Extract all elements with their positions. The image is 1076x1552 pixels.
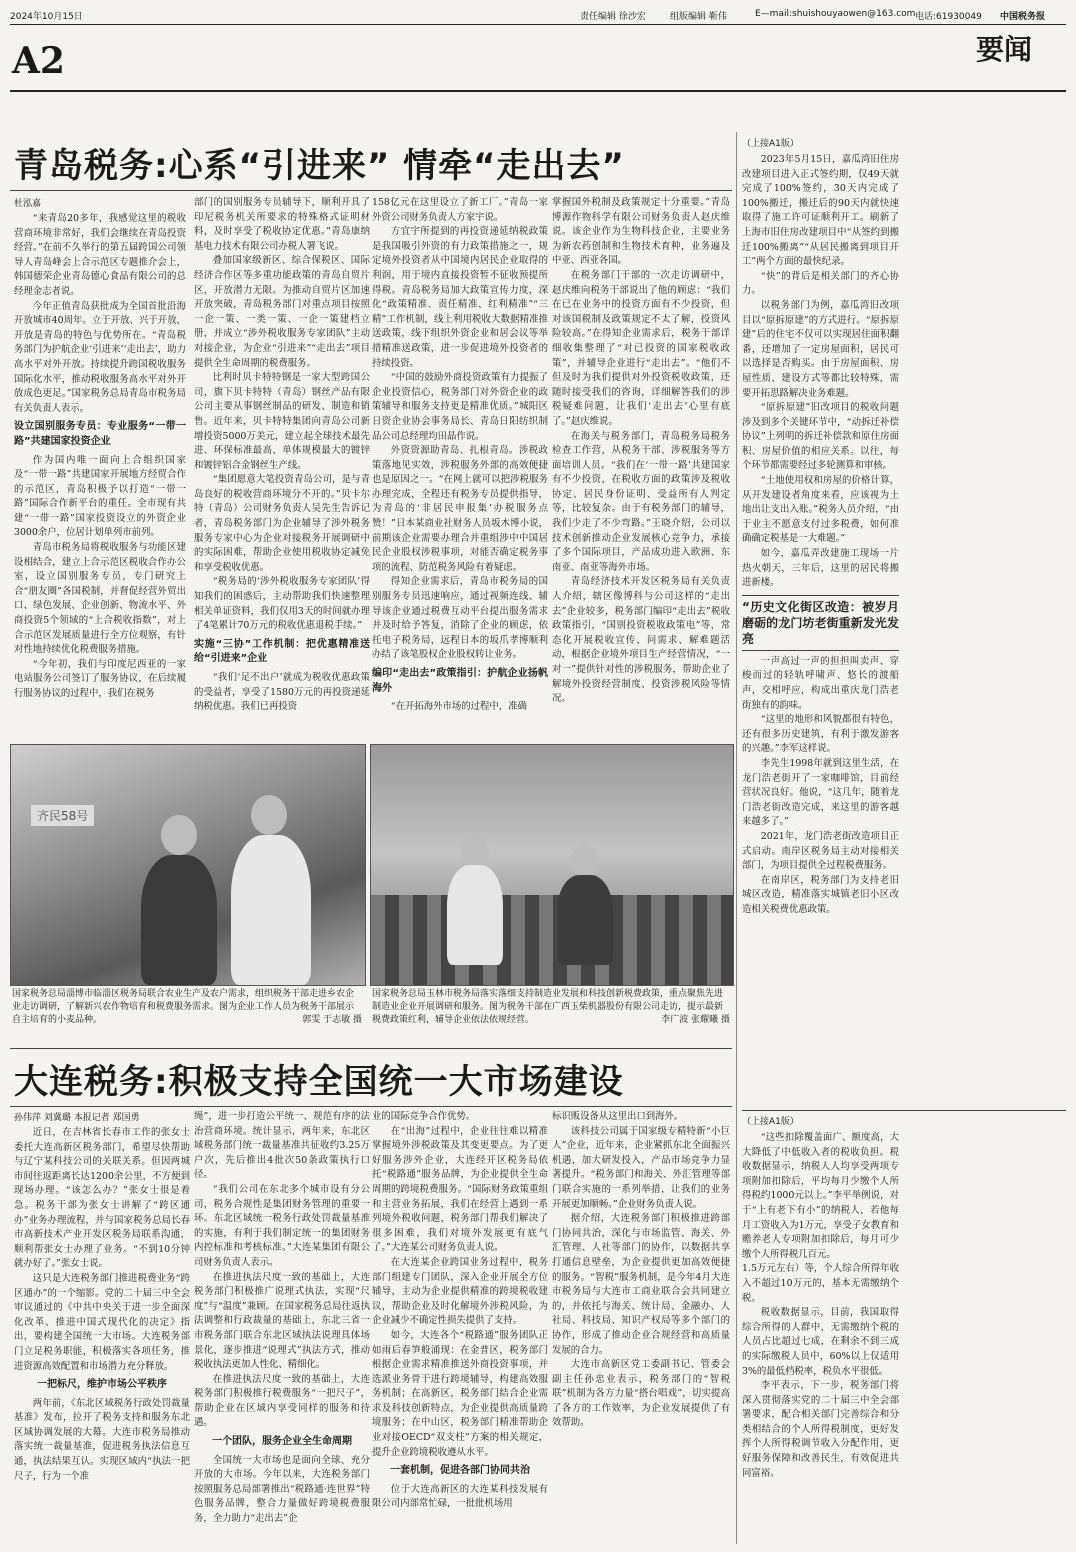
paragraph: 今年正值青岛获批成为全国首批沿海开放城市40周年。立于开放、兴于开放，开放是青岛的特色与优势所在。“青岛税务部门为护航企业‘引进来’‘走出去’，助力高水平对外开放。持续提升跨国税收服务国际化水平，推动税收服务高水平对外开放成色更足。”国家税务总局青岛市税务局有关负责人表示。 [14, 300, 186, 414]
paragraph: “中国的鼓励外商投资政策有力提振了企业投资信心，税务部门对外资企业的政策辅导和服务支持更是精准优质。”城阳区日资企业协会事务局长、青岛日阳纺织制品公司总经理均田晶作说。 [372, 372, 548, 442]
editor-credit: 责任编辑 徐沙宏 [580, 12, 646, 22]
person-head [161, 815, 197, 855]
paragraph: 比利时贝卡特特钢是一家大型跨国公司，旗下贝卡特特（青岛）钢丝产品有限公司主要从事钢丝制品的研发、制造和销售。近年来，贝卡特特集团向青岛公司新增投资5000万美元，建立起全球技术最先进、环保标准最高、单体规模最大的镀锌和镀锌铝合金钢丝生产线。 [194, 372, 370, 471]
right-continued-article [742, 136, 1068, 1106]
caption-text: 国家税务总局玉林市税务局落实落细支持制造业发展和科技创新税费政策，重点聚焦先进制造业企业开展调研和服务。图为税务干部在广西玉柴机器股份有限公司走访，提示最新税费政策红利，辅导企业依法依规经营。 [372, 989, 724, 1025]
paragraph: 得知企业需求后，青岛市税务局的国别服务专员迅速响应，通过视频连线、辅导该企业通过税费互动平台提出服务需求并及时给予答复，消除了企业的顾虑，依托电子税务局，远程日本的坂爪孝博顺利办结了该笔股权企业股权转让业务。 [372, 576, 548, 661]
photo-right-caption [372, 988, 730, 1044]
layout-credit: 组版编辑 靳伟 [670, 12, 727, 22]
paragraph: 一声高过一声的担担叫卖声、穿梭而过的轻轨呼啸声、悠长的渡船声，交相呼应，构成出重庆龙门浩老街独有的韵味。 [742, 655, 899, 711]
subheading: 实施“三协”工作机制：把优惠精准送给“引进来”企业 [194, 638, 370, 665]
paragraph: “我们‘足不出户’就成为税收优惠政策的受益者，享受了1580万元的再投资递延纳税优惠。我们已再投资 [194, 672, 370, 713]
paragraph: 全国统一大市场也是面向全球、充分开放的大市场。今年以来，大连税务部门按照服务总局部署推出“税路通·连世界”特色服务品牌，整合力量做好跨境税费服务，全力助力“走出去”企 [194, 1454, 370, 1525]
article1-column-2 [194, 196, 370, 734]
page-header [10, 8, 1066, 25]
article1-byline: 杜泓嘉 [14, 199, 42, 209]
paragraph: 在推进执法尺度一致的基础上，大连税务部门积极推广说理式执法，实现“尺度”与“温度”兼顾。在国家税务总局往返执法调整和行政裁量的基础上，东北三省一市税务部门联合东北区域执法说理具体场景化，逐步推进“说理式”执法方式，推动税收执法更加人性化、精细化。 [194, 1271, 370, 1371]
paragraph: 2021年，龙门浩老街改造项目正式启动。南岸区税务局主动对接相关部门，为项目提供全过程税费服务。 [742, 830, 899, 872]
paragraph: 外资资源助青岛、扎根青岛。涉税政策落地见实效，涉税服务外部的高效便捷也是原因之一。“在网上就可以把涉税服务办理完成，全程还有税务专员提供指导，为青岛的‘非居民申报集’办税服务点赞！”日本某商业社财务人员坂木博小说，前期该企业需要办理合并重组涉中中国居民企业股权涉税事项，对能否确定税务事项的流程、防范税务风险有着疑虑。 [372, 445, 548, 573]
article2-column-3 [372, 1110, 548, 1544]
paragraph: 两年前，《东北区域税务行政处罚裁量基准》发布，拉开了税务支持和服务东北区域协调发展的大幕。大连市税务局推动落实统一裁量基准，促进税务执法信息互通，执法结果互认。实现区域内“执法一把尺子，行为一个准 [14, 1397, 190, 1482]
paragraph: “快”的背后是相关部门的齐心协力。 [742, 270, 899, 297]
paragraph: 位于大连高新区的大连某科技发展有限公司内部常忙碌，一批批机场用 [372, 1483, 548, 1510]
issue-date: 2024年10月15日 [10, 12, 83, 22]
paragraph: 在海关与税务部门，青岛税务局税务检查工作营，从税务干部、涉税服务等方面培训人员。“我们在‘一带一路’共建国家有不少投资，在税收方面的政策涉及税收协定、居民身份证明、受益所有人判定等，比较复杂。由于有税务部门的辅导，我们少走了不少弯路。”王晓介绍，公司以技术创新推动企业发展核心竞争力，承接了多个国际项目，产品成功进入欧洲、东南亚、南亚等海外市场。 [552, 430, 730, 573]
paragraph: 青岛市税务局将税收服务与功能区建设相结合，建立上合示范区税收合作办公室，设立国别服务专员，专门研究上合“朋友圈”各国税制，并督促经营外贸出口、绿色发展、企业创新、物流水平、外商投资5个领域的“上合税收指数”，对上合示范区发展质量进行全方位观察，有针对性地持续优化税费服务措施。 [14, 542, 186, 656]
paragraph: 标识贩设备从这里出口到海外。 [552, 1111, 684, 1122]
right-subheading: “历史文化街区改造：被岁月磨砺的龙门坊老街重新发光发亮 [742, 595, 899, 651]
paragraph: 部门的国别服务专员辅导下，顺利开具了印尼税务机关所要求的特殊格式证明材料，及时享受了税收协定优惠。”青岛康纳基电力技术有限公司办税人署飞说。 [194, 197, 370, 252]
right-bottom-rule [742, 1110, 1066, 1111]
paragraph: 以税务部门为例，嘉瓜湾旧改项目以“原拆原建”的方式进行。“原拆原建”后的住宅不仅可以实现居住面积翻番，还增加了一定房屋面积，居民可以选择是否购买。由于房屋面积、房屋性质、建设方式等都比较特殊，需要开拓思路解决业务难题。 [742, 299, 899, 399]
person-head [571, 845, 599, 877]
paragraph: “土地使用权和房屋的价格计算，从开发建设者角度来看，应该视为土地出让支出入账。”税务人员介绍，“由于业主不愿意支付过多税费，如何准确确定税基是一大难题。” [742, 475, 899, 545]
person-figure [231, 835, 311, 985]
factory-equipment [371, 895, 733, 985]
article1-headline: 青岛税务:心系“引进来” 情牵“走出去” [14, 146, 625, 186]
paragraph: 这只是大连税务部门推进税费业务“跨区通办”的一个缩影。党的二十届三中全会审议通过的《中共中央关于进一步全面深化改革、推进中国式现代化的决定》指出，要构建全国统一大市场。大连税务部门立足税务职能，积极落实各项任务，推进资源高效配置和市场潜力充分释放。 [14, 1272, 190, 1372]
person-figure [141, 855, 217, 985]
photo-left-caption [12, 988, 362, 1044]
paragraph: 李先生1998年就到这里生活，在龙门浩老街开了一家咖啡馆，目前经营状况良好。他说，“这几年，随着龙门浩老街改造完成，来这里的游客越来越多了。” [742, 757, 899, 828]
paragraph: 如今，嘉瓜弄改建施工现场一片热火朝天，三年后，这里的居民将搬进新楼。 [742, 548, 899, 589]
paragraph: 在“出海”过程中，企业往往难以精准掌握境外涉税政策及其变更要点。为了更好服务涉外企业，大连经开区税务局依托“税路通”服务品牌，为企业提供全生命周期的跨境税费服务。“国际财务政策重组和主营业务拓展，我们在经营上遇到一系列境外税收问题，税务部门帮我们解决了很多困难，我们对境外发展更有底气了。”大连某公司财务负责人说。 [372, 1125, 548, 1254]
paragraph: 绳”，进一步打造公平统一、规范有序的法治营商环境。统计显示，两年来，东北区域税务部门统一裁量基准共征收约3.25万户次，先后推出4批次50条政策执行口径。 [194, 1111, 370, 1181]
paragraph: “来青岛20多年，我感觉这里的税收营商环境非常好，我们会继续在青岛投资经营。”在前不久举行的第五届跨国公司领导人青岛峰会上合示范区专题推介会上，韩国德荣企业青岛德心食品有限公司的总经理金志者说。 [14, 213, 186, 297]
paragraph: “今年初，我们与印度尼西亚的一家电站服务公司签订了服务协议，在后续履行服务协议的过程中，我们在税务 [14, 658, 186, 699]
paragraph: 在南岸区，税务部门为支持老旧城区改造，精准落实城镇老旧小区改造相关税费优惠政策。 [742, 874, 899, 915]
article2-column-1 [14, 1126, 190, 1544]
photo-factory-visit [370, 744, 734, 986]
article1-column-1 [14, 212, 186, 734]
subheading: 编印“走出去”政策指引：护航企业扬帆海外 [372, 668, 548, 694]
photo-wheat-inspection [10, 744, 366, 986]
article1-column-3 [372, 196, 548, 734]
right-text-columns [742, 153, 1068, 1105]
subheading: 一个团队，服务企业全生命周期 [212, 1436, 352, 1448]
person-figure [557, 875, 613, 965]
paragraph: 在推进执法尺度一致的基础上，大连税务部门积极推行税费服务“一把尺子”，帮助企业在区域内享受同样的服务和待遇。 [194, 1373, 370, 1429]
header-rule [10, 90, 1066, 92]
photo-credit: 郭雯 于志敏 摄 [302, 1015, 362, 1025]
paragraph: “这些扣除覆盖面广、额度高，大大降低了中低收入者的税收负担。税收数据显示，纳税人人均享受两项专项附加扣除后，平均每月少缴个人所得税约1000元以上。”李平举例说，对于“上有老下有小”的纳税人，若他每月工资收入为1万元，享受子女教育和赡养老人专项附加扣除后，每月可少缴个人所得税几百元。 [742, 1132, 899, 1260]
subheading: 一把标尺，维护市场公平秩序 [37, 1379, 167, 1391]
continued-label: （上接A1版） [742, 139, 799, 149]
caption-text: 国家税务总局淄博市临淄区税务局联合农业生产及农户需求，组织税务干部走进乡农企业走访调研，了解新兴农作物培育和税费服务需求。图为企业工作人员为税务干部展示自主培育的小麦品种。 [12, 989, 355, 1025]
person-head [461, 835, 489, 867]
contact-email: E—mail:shuishouyaowen@163.com [755, 9, 916, 19]
paragraph: 如今，大连各个“税路通”服务团队正如雨后春笋般涌现：在金普区，税务部门根据企业需求精准推送外商投资事项，并选派业务骨干进行跨境辅导，构建高效服务机制；在高新区，税务部门结合企业需求及科技创新特点，为企业提供高质量跨境服务；在中山区，税务部门精准帮助企业对接OECD“双支柱”方案的相关规定，提升企业跨境税收遵从水平。 [372, 1329, 548, 1458]
article2-headline: 大连税务:积极支持全国统一大市场建设 [14, 1062, 624, 1102]
paragraph: 叠加国家级新区、综合保税区、国际经济合作区等多重功能政策的青岛自贸片区，开放潜力无限。为推动自贸片区加速开放突破，青岛税务部门对重点项目按照一企一策、一类一策、一企一策建档立册，并成立“涉外税收服务专家团队”主动对接企业，为企业“引进来”“走出去”项目提供全生命周期的税费服务。 [194, 255, 370, 369]
paragraph: “集团愿意大笔投资青岛公司，是与青岛良好的税收营商环境分不开的。”贝卡尔特（青岛）公司财务负责人吴先生告诉记者，青岛税务部门为企业辅导了涉外税务服务专家中心为企业对接税务开展调研中的实际困难，帮助企业使用税收协定减免和享受税收优惠。 [194, 474, 370, 573]
article2-column-2 [194, 1110, 370, 1544]
paragraph: 掌握国外税制及政策规定十分重要。”青岛博源作物科学有限公司财务负责人赵庆维说。该企业作为生物科技企业，主要业务为新农药创制和生物技术育种，业务遍及中亚、西亚各国。 [552, 197, 730, 267]
paper-name: 中国税务报 [1000, 12, 1046, 22]
person-head [251, 795, 287, 835]
paragraph: 近日，在吉林省长春市工作的张女士委托大连高新区税务部门，希望尽快帮助与辽宁某科技公司的关联关系。但因两城市间往返距离长达1200余公里，不方便到现场办理。“该怎么办？”张女士很是着急。税务干部为张女士讲解了“跨区通办”业务办理流程，并与国家税务总局长春市高新技术产业开发区税务局联系沟通，顺利帮张女士办理了业务。“不到10分钟就办好了。”张女士说。 [14, 1127, 190, 1270]
paragraph: 1.5万元左右）等，个人综合所得年收入不超过10万元的，基本无需缴纳个税。 [742, 1263, 899, 1304]
paragraph: 青岛经济技术开发区税务局有关负责人介绍，辖区像博科与公司这样的“走出去”企业较多，税务部门编印“走出去”税收政策指引，“国别投资税收政策电”等，常态化开展税收宣传、问需求、解难题活动，根据企业境外项目生产经营情况，“一对一”提供针对性的涉税服务，帮助企业了解境外投资经营制度、投资涉税风险等情况。 [552, 576, 730, 705]
article1-divider [10, 190, 732, 191]
article2-top-rule [10, 1048, 732, 1049]
paragraph: “税务局的‘涉外税收服务专家团队’得知我们的困惑后，主动帮助我们快速整理相关单证资料，我们仅用3天的时间就办理了4笔累计70万元的税收优惠退税手续。” [194, 576, 370, 632]
contact-phone: 电话:61930049 [915, 12, 982, 22]
paragraph: 2023年5月15日，嘉瓜湾旧住房改建项目进入正式签约期，仅49天就完成了100%签约，30天内完成了100%搬迁，搬迁后的90天内就快速取得了施工许可证顺利开工。刷新了上海市旧住房改建项目中“从签约到搬迁100%搬离”“从居民搬离到项目开工”两个方面的最快纪录。 [742, 154, 899, 268]
photo-sign-text: 齐民58号 [31, 805, 94, 826]
right-bottom-text-columns [742, 1131, 1068, 1541]
paragraph: “在开拓海外市场的过程中，准确 [390, 701, 527, 713]
paragraph: 李平表示，下一步，税务部门将深入贯彻落实党的二十届三中全会部署要求，配合相关部门完善综合和分类相结合的个人所得税制度，更好发挥个人所得税调节收入分配作用，更好服务保障和改善民生，有效促进共同富裕。 [742, 1380, 899, 1479]
paragraph: 方宜宇所提到的再投资递延纳税政策是我国吸引外资的有力政策措施之一，规定境外投资者从中国境内居民企业取得的利润，用于境内直接投资暂不征收预提所得税。青岛税务局加大政策宣传力度，深化“政策精准、责任精准、红利精准”“三精”工作机制，线上利用税收大数据精准推送政策，线下组织外资企业和居会议等举措精准送政策，进一步促进境外投资者的持续投资。 [372, 226, 548, 369]
paragraph: 据介绍，大连税务部门积极推进跨部门协同共治，深化与市场监管、海关、外汇管理、人社等部门的协作，以数据共享打通信息壁垒，为企业提供更加高效便捷的服务。“智税”服务机制，是今年4月大连市税务局与大连市工商业联合会共同建立的，并依托与海关、统计局、金融办、人社局、科技局、知识产权局等多个部门的协作，形成了推动企业合规经营和高质量发展的合力。 [552, 1213, 730, 1356]
right-bottom-article [742, 1114, 1068, 1544]
paragraph: “原拆原建”旧改项目的税收问题涉及到多个关键环节中，“动拆迁补偿协议”上列明的拆迁补偿款和原住房面积、房屋价值的相应关系。以往，每个环节都需要经过多轮测算和审核。 [742, 402, 899, 472]
paragraph: “我们公司在东北多个城市设有分公司，税务合规性是集团财务管理的重要一环。东北区域统一税务行政处罚裁量基准的实施，有利于我们制定统一的集团财务内控标准和考核标准。”大连某集团有限公司财务负责人表示。 [194, 1183, 370, 1268]
paragraph: 该科技公司属于国家级专精特新“小巨人”企业，近年来，企业紧抓东北全面振兴机遇，加大研发投入，产品市场竞争力显著提升。“税务部门和海关、外汇管理等部门联合实施的一系列举措，让我们的业务开展更加顺畅。”企业财务负责人说。 [552, 1125, 730, 1210]
section-title: 要闻 [976, 33, 1033, 66]
subheading: 一套机制，促进各部门协同共治 [390, 1465, 530, 1477]
paragraph: 作为国内唯一面向上合组织国家及“一带一路”共建国家开展地方经贸合作的示范区，青岛积极予以打造“一带一路”国际合作新平台的重任。全市现有共建“一带一路”国家投资设立的外资企业3000余户，位居计划单列市前列。 [14, 454, 186, 539]
paragraph: 在税务部门干部的一次走访调研中，赵庆维向税务干部说出了他的顾虑：“我们在已在业务中的投资方面有不少投资，但对该国税制及政策规定不太了解，投资风险较高。”在得知企业需求后，税务干部详细收集整理了“对已投资的国家税收政策”，并辅导企业进行“走出去”。“他们不但及时为我们提供对外投资税收政策，还随时接受我们的咨询，详细解答我们的涉税疑难问题，让我们‘走出去’心里有底了。”赵庆维说。 [552, 269, 730, 427]
subheading: 设立国别服务专员：专业服务“一带一路”共建国家投资企业 [14, 421, 186, 447]
right-column-divider [736, 132, 737, 1544]
page-number: A2 [12, 40, 65, 82]
paragraph: 业的国际竞争合作优势。 [372, 1111, 476, 1122]
paragraph: 158亿元在这里设立了新工厂。”青岛一家外资公司财务负责人方家宇说。 [372, 197, 548, 223]
paragraph: 大连市高新区党工委副书记、管委会副主任孙忠业表示，税务部门的“智税联”机制为各方力量“搭台唱戏”，切实提高了各方的工作效率，为企业发展提供了有效帮助。 [552, 1359, 730, 1429]
article2-byline: 孙伟萍 刘冀璐 本报记者 郑国勇 [14, 1113, 140, 1123]
paragraph: 税收数据显示，目前，我国取得综合所得的人群中，无需缴纳个税的人员占比超过七成，在剩余不到三成的实际缴税人员中，60%以上仅适用3%的最低档税率，税负水平很低。 [742, 1307, 899, 1377]
paragraph: 在大连某企业跨国业务过程中，税务部门组建专门团队，深入企业开展全方位辅导，主动为企业提供精准的跨境税收建议，帮助企业及时化解境外涉税风险，为企业减少不确定性损失提供了支持。 [372, 1256, 548, 1327]
paragraph: “这里的地形和风貌都很有特色，还有很多历史建筑，有利于激发游客的兴趣。”李军这样说。 [742, 714, 899, 755]
article1-column-4 [552, 196, 730, 734]
article2-divider [10, 1106, 732, 1107]
photo-credit: 李广波 张耀曦 摄 [661, 1015, 730, 1025]
continued-label: （上接A1版） [742, 1117, 799, 1127]
article2-column-4 [552, 1110, 730, 1544]
person-figure [447, 865, 503, 965]
